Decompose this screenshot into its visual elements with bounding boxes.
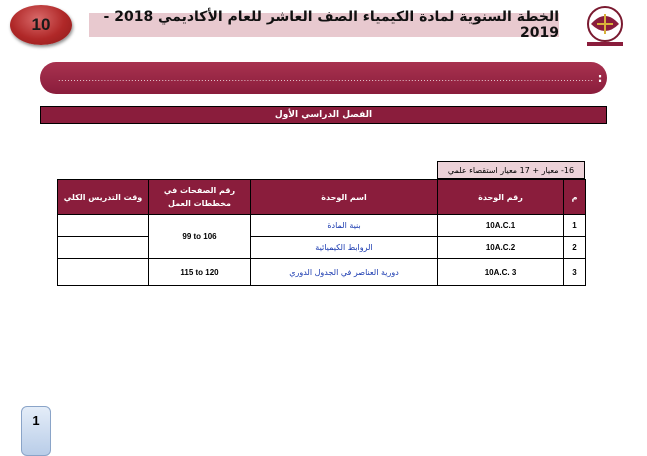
standards-count-box [437, 161, 585, 179]
page-number: 10 [31, 15, 51, 34]
header-index: م [564, 180, 586, 215]
page-number-badge [10, 5, 72, 45]
pages-cell: 99 to 106 [149, 215, 251, 259]
index-cell: 2 [564, 237, 586, 259]
pages-cell: 115 to 120 [149, 259, 251, 286]
unit-name-cell: بنية المادة [251, 215, 438, 237]
header-total-time: وقت التدريس الكلي [58, 180, 149, 215]
page-title-text: الخطة السنوية لمادة الكيمياء الصف العاشر للعام الأكاديمي 2018 - 2019 [103, 9, 559, 41]
header-unit-number: رقم الوحدة [438, 180, 564, 215]
school-name-bar [40, 62, 647, 94]
index-cell: 3 [564, 259, 586, 286]
page-title [89, 9, 559, 41]
standards-count: 16- معيار + 17 معيار استقصاء علمي [447, 165, 575, 175]
footer-page-number: 1 [32, 413, 40, 428]
school-label: مدرسة : [597, 71, 647, 85]
table-row [58, 215, 586, 237]
table-row [58, 259, 586, 286]
total-time-cell [58, 215, 149, 237]
header-unit-name: اسم الوحدة [251, 180, 438, 215]
index-cell: 1 [564, 215, 586, 237]
units-table [57, 179, 586, 286]
semester-label: الفصل الدراسي الأول [274, 110, 373, 120]
table-header-row [58, 180, 586, 215]
unit-name-cell: الروابط الكيميائية [251, 237, 438, 259]
unit-number-cell: 10A.C.2 [438, 237, 564, 259]
total-time-cell [58, 259, 149, 286]
semester-header [40, 106, 607, 124]
total-time-cell [58, 237, 149, 259]
unit-number-cell: 10A.C. 3 [438, 259, 564, 286]
table-row [58, 237, 586, 259]
unit-name-cell: دورية العناصر في الجدول الدوري [251, 259, 438, 286]
ministry-logo-icon [577, 4, 633, 48]
header-pages: رقم الصفحات في مخططات العمل [149, 180, 251, 215]
unit-number-cell: 10A.C.1 [438, 215, 564, 237]
footer-page-badge [21, 406, 51, 456]
school-name-blank: ................................................................................................................................................................................ [58, 73, 594, 83]
